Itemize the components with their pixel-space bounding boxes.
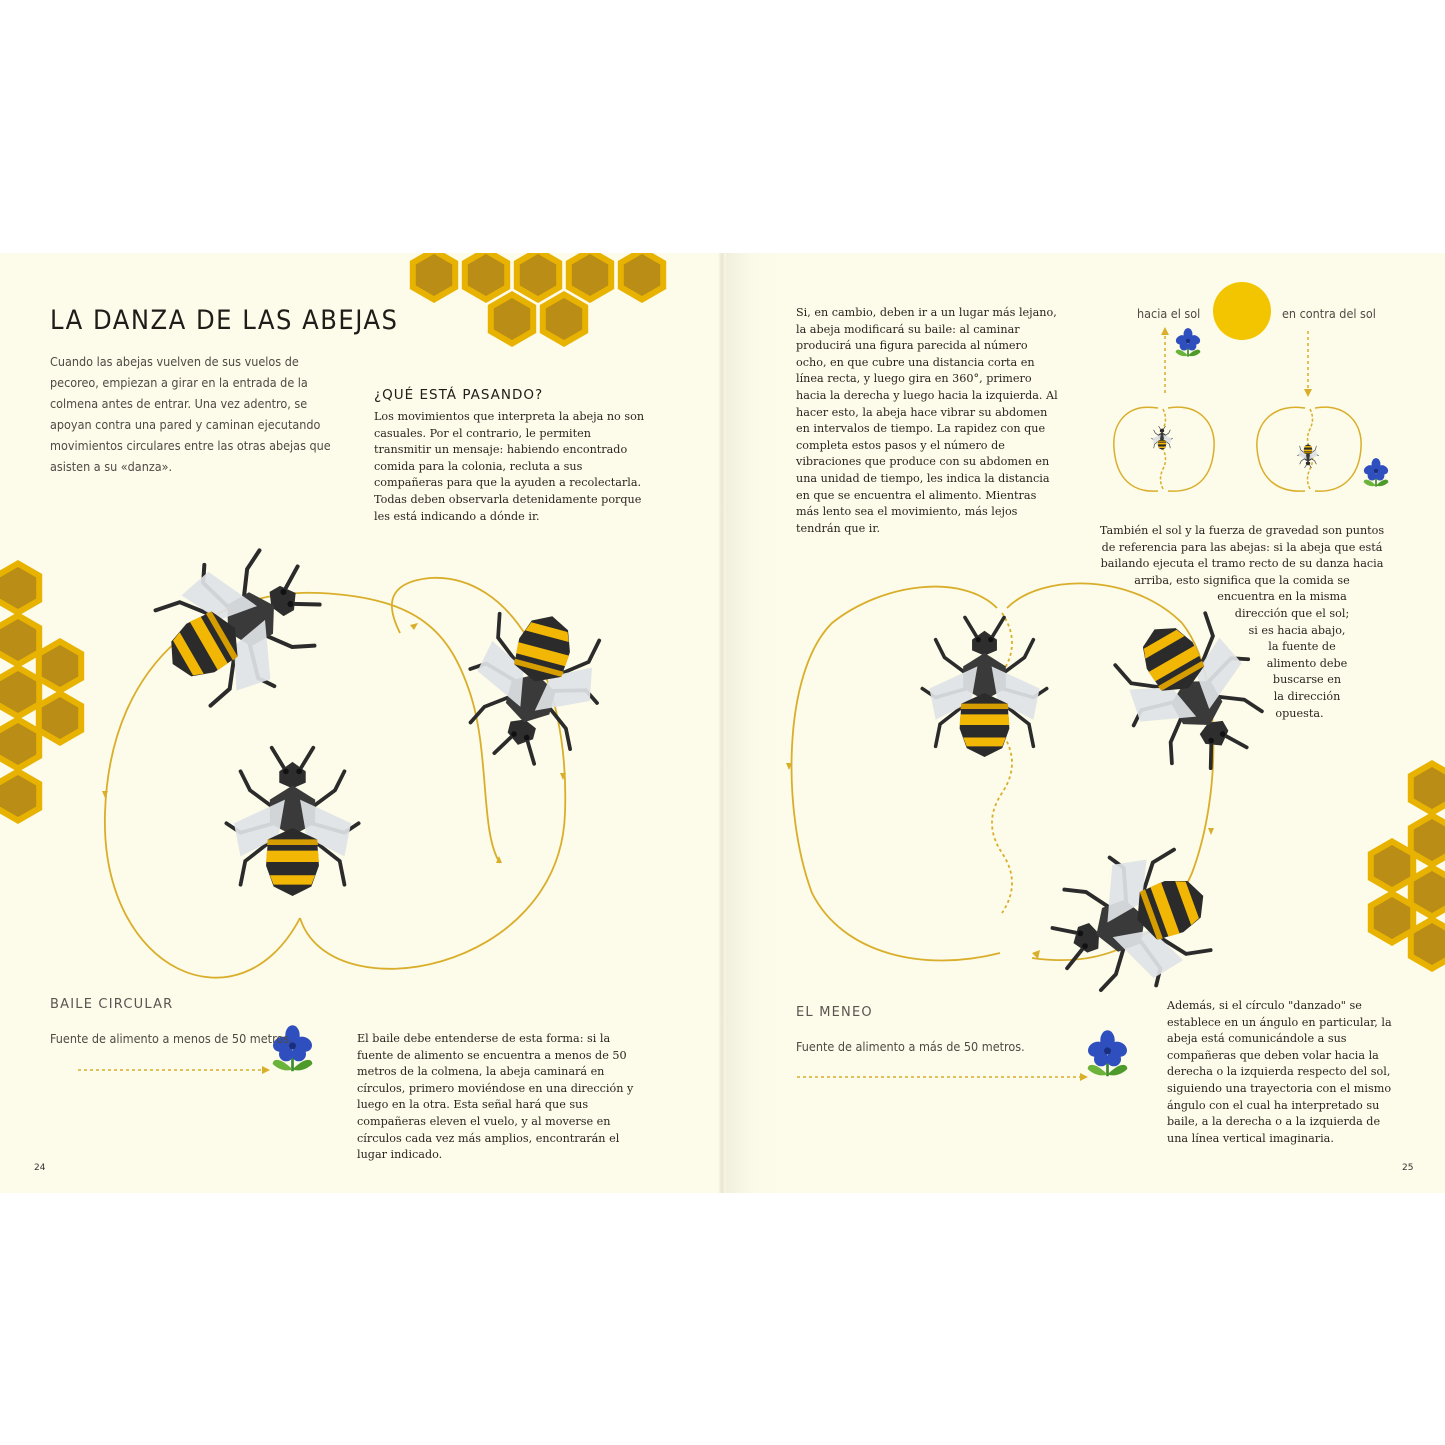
gravity-line: si es hacia abajo, [1248, 623, 1346, 637]
bee-right [451, 599, 616, 775]
circular-dance-body: El baile debe entenderse de esta forma: si la fuente de alimento se encuentra a menos de 50 metros de la colmena, la abeja caminará en círculos, primero moviéndose en una dirección y luego en la otra. Esta señal hará que sus compañeras eleven el vuelo, y al moverse en círculos cada vez más amplios, encontrarán el lugar indicado. [357, 1032, 634, 1162]
flower-icon-right [1086, 1030, 1130, 1076]
el-meneo-caption: Fuente de alimento a más de 50 metros. [796, 1039, 1025, 1054]
honeycomb-left-edge [0, 560, 84, 824]
gravity-line: dirección que el sol; [1234, 606, 1350, 620]
flower-icon-small-2 [1362, 458, 1389, 487]
gravity-line: encuentra en la misma [1217, 590, 1347, 604]
left-page [0, 253, 722, 1193]
flower-icon-small [1174, 328, 1201, 357]
gravity-line: También el sol y la fuerza de gravedad son puntos [1099, 524, 1385, 537]
baile-circular-label: BAILE CIRCULAR [50, 997, 174, 1012]
bee-center [226, 748, 358, 896]
sun-label-toward: hacia el sol [1137, 306, 1201, 321]
question-body: Los movimientos que interpreta la abeja no son casuales. Por el contrario, le permiten transmitir un mensaje: habiendo encontrado comida para la colonia, recluta a sus compañeras para que la ayuden a recolectarla. Todas deben observarla detenidamente porque les está indicando a dónde ir. [374, 410, 645, 523]
sun-label-against: en contra del sol [1282, 306, 1376, 321]
right-intro: Si, en cambio, deben ir a un lugar más lejano, la abeja modificará su baile: al caminar producirá una figura parecida al número ocho, en que cubre una distancia corta en línea recta, y luego gira en 360°, primero hacia la derecha y luego hacia la izquierda. Al hacer esto, la abeja hace vibrar su abdomen en intervalos de tiempo. La rapidez con que completa estos pasos y el número de vibraciones que produce con su abdomen en una unidad de tiempo, les indica la distancia en que se encuentra el alimento. Mientras más lento sea el movimiento, más lejos tendrán que ir. [796, 306, 1058, 535]
el-meneo-label: EL MENEO [796, 1005, 873, 1020]
distance-arrow [78, 1066, 270, 1074]
gravity-line: la fuente de [1268, 640, 1336, 654]
page-number-left: 24 [34, 1163, 46, 1173]
right-page [722, 253, 1445, 1193]
gravity-line: bailando ejecuta el tramo recto de su danza hacia [1100, 557, 1384, 571]
sun-icon [1213, 282, 1271, 340]
gravity-line: la dirección [1273, 689, 1341, 703]
waggle-diagrams [1114, 407, 1361, 491]
angle-paragraph: Además, si el círculo "danzado" se establece en un ángulo en particular, la abeja está comunicándole a sus compañeras que deben volar hacia la derecha o la izquierda respecto del sol, siguiendo una trayectoria con el mismo ángulo con el cual ha interpretado su baile, a la derecha o a la izquierda de una línea vertical imaginaria. [1167, 999, 1392, 1145]
gravity-line: buscarse en [1272, 673, 1342, 687]
book-spread [0, 253, 1445, 1193]
bee-mini-2 [1298, 444, 1319, 468]
distance-arrow-right [797, 1073, 1088, 1081]
baile-circular-caption: Fuente de alimento a menos de 50 metros. [50, 1031, 293, 1046]
book-gutter [718, 253, 726, 1193]
gravity-line: de referencia para las abejas: si la abeja que está [1101, 540, 1383, 554]
page-title: LA DANZA DE LAS ABEJAS [50, 305, 399, 336]
gravity-line: arriba, esto significa que la comida se [1134, 573, 1350, 587]
gravity-paragraph [1092, 523, 1392, 722]
gravity-line: alimento debe [1266, 656, 1348, 670]
intro-paragraph: Cuando las abejas vuelven de sus vuelos de pecoreo, empiezan a girar en la entrada de la colmena antes de entrar. Una vez adentro, se apoyan contra una pared y caminan ejecutando movimientos circulares entre las otras abejas que asisten a su «danza». [50, 354, 331, 474]
question-heading: ¿QUÉ ESTÁ PASANDO? [374, 387, 544, 403]
page-number-right: 25 [1402, 1163, 1414, 1173]
bee-waggle-3 [1037, 832, 1227, 1012]
bee-top-left [138, 525, 344, 725]
bee-waggle-1 [922, 617, 1046, 757]
honeycomb-right-edge [1368, 760, 1445, 972]
gravity-line: opuesta. [1275, 706, 1324, 720]
honeycomb-top [410, 253, 666, 347]
bee-mini-1 [1152, 426, 1173, 450]
